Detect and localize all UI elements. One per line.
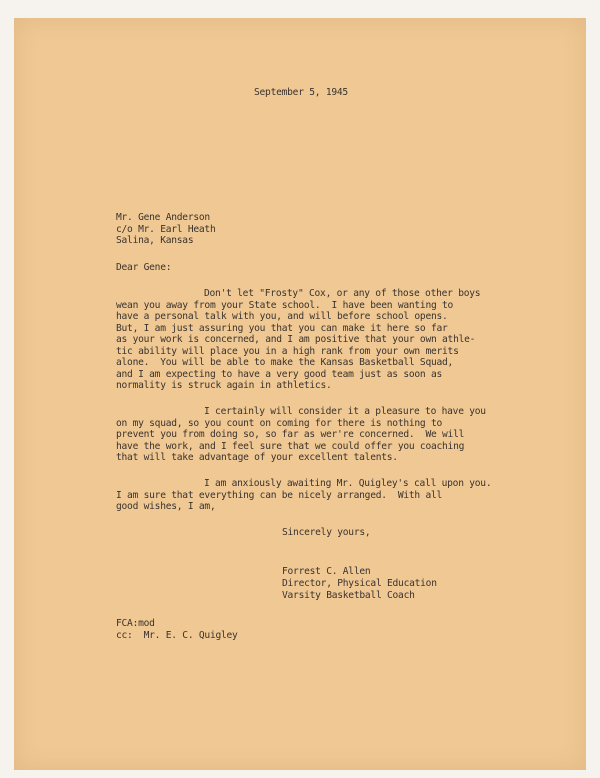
signature-line: Forrest C. Allen: [282, 566, 371, 577]
body-line: I am anxiously awaiting Mr. Quigley's call upon you.: [204, 478, 492, 489]
body-line: wean you away from your State school. I have been wanting to: [116, 300, 454, 311]
body-line: prevent you from doing so, so far as wer're concerned. We will: [116, 429, 465, 440]
letter-date: September 5, 1945: [254, 87, 348, 98]
body-line: that will take advantage of your excellent talents.: [116, 452, 398, 463]
body-line: I am sure that everything can be nicely arranged. With all: [116, 490, 443, 501]
address-line: Mr. Gene Anderson: [116, 212, 210, 223]
address-line: c/o Mr. Earl Heath: [116, 224, 216, 235]
signature-line: Varsity Basketball Coach: [282, 590, 415, 601]
typist-initials: FCA:mod: [116, 618, 155, 629]
carbon-copy: cc: Mr. E. C. Quigley: [116, 630, 238, 641]
body-line: have a personal talk with you, and will before school opens.: [116, 311, 448, 322]
body-line: have the work, and I feel sure that we could offer you coaching: [116, 441, 465, 452]
closing: Sincerely yours,: [282, 527, 371, 538]
body-line: alone. You will be able to make the Kansas Basketball Squad,: [116, 357, 454, 368]
body-line: good wishes, I am,: [116, 501, 216, 512]
body-line: tic ability will place you in a high rank from your own merits: [116, 346, 459, 357]
body-line: I certainly will consider it a pleasure to have you: [204, 406, 486, 417]
salutation: Dear Gene:: [116, 262, 172, 273]
body-line: But, I am just assuring you that you can make it here so far: [116, 323, 448, 334]
address-line: Salina, Kansas: [116, 235, 194, 246]
body-line: Don't let "Frosty" Cox, or any of those other boys: [204, 288, 481, 299]
body-line: and I am expecting to have a very good team just as soon as: [116, 369, 443, 380]
body-line: normality is struck again in athletics.: [116, 380, 332, 391]
body-line: on my squad, so you count on coming for there is nothing to: [116, 418, 443, 429]
signature-line: Director, Physical Education: [282, 578, 437, 589]
body-line: as your work is concerned, and I am positive that your own athle-: [116, 334, 476, 345]
